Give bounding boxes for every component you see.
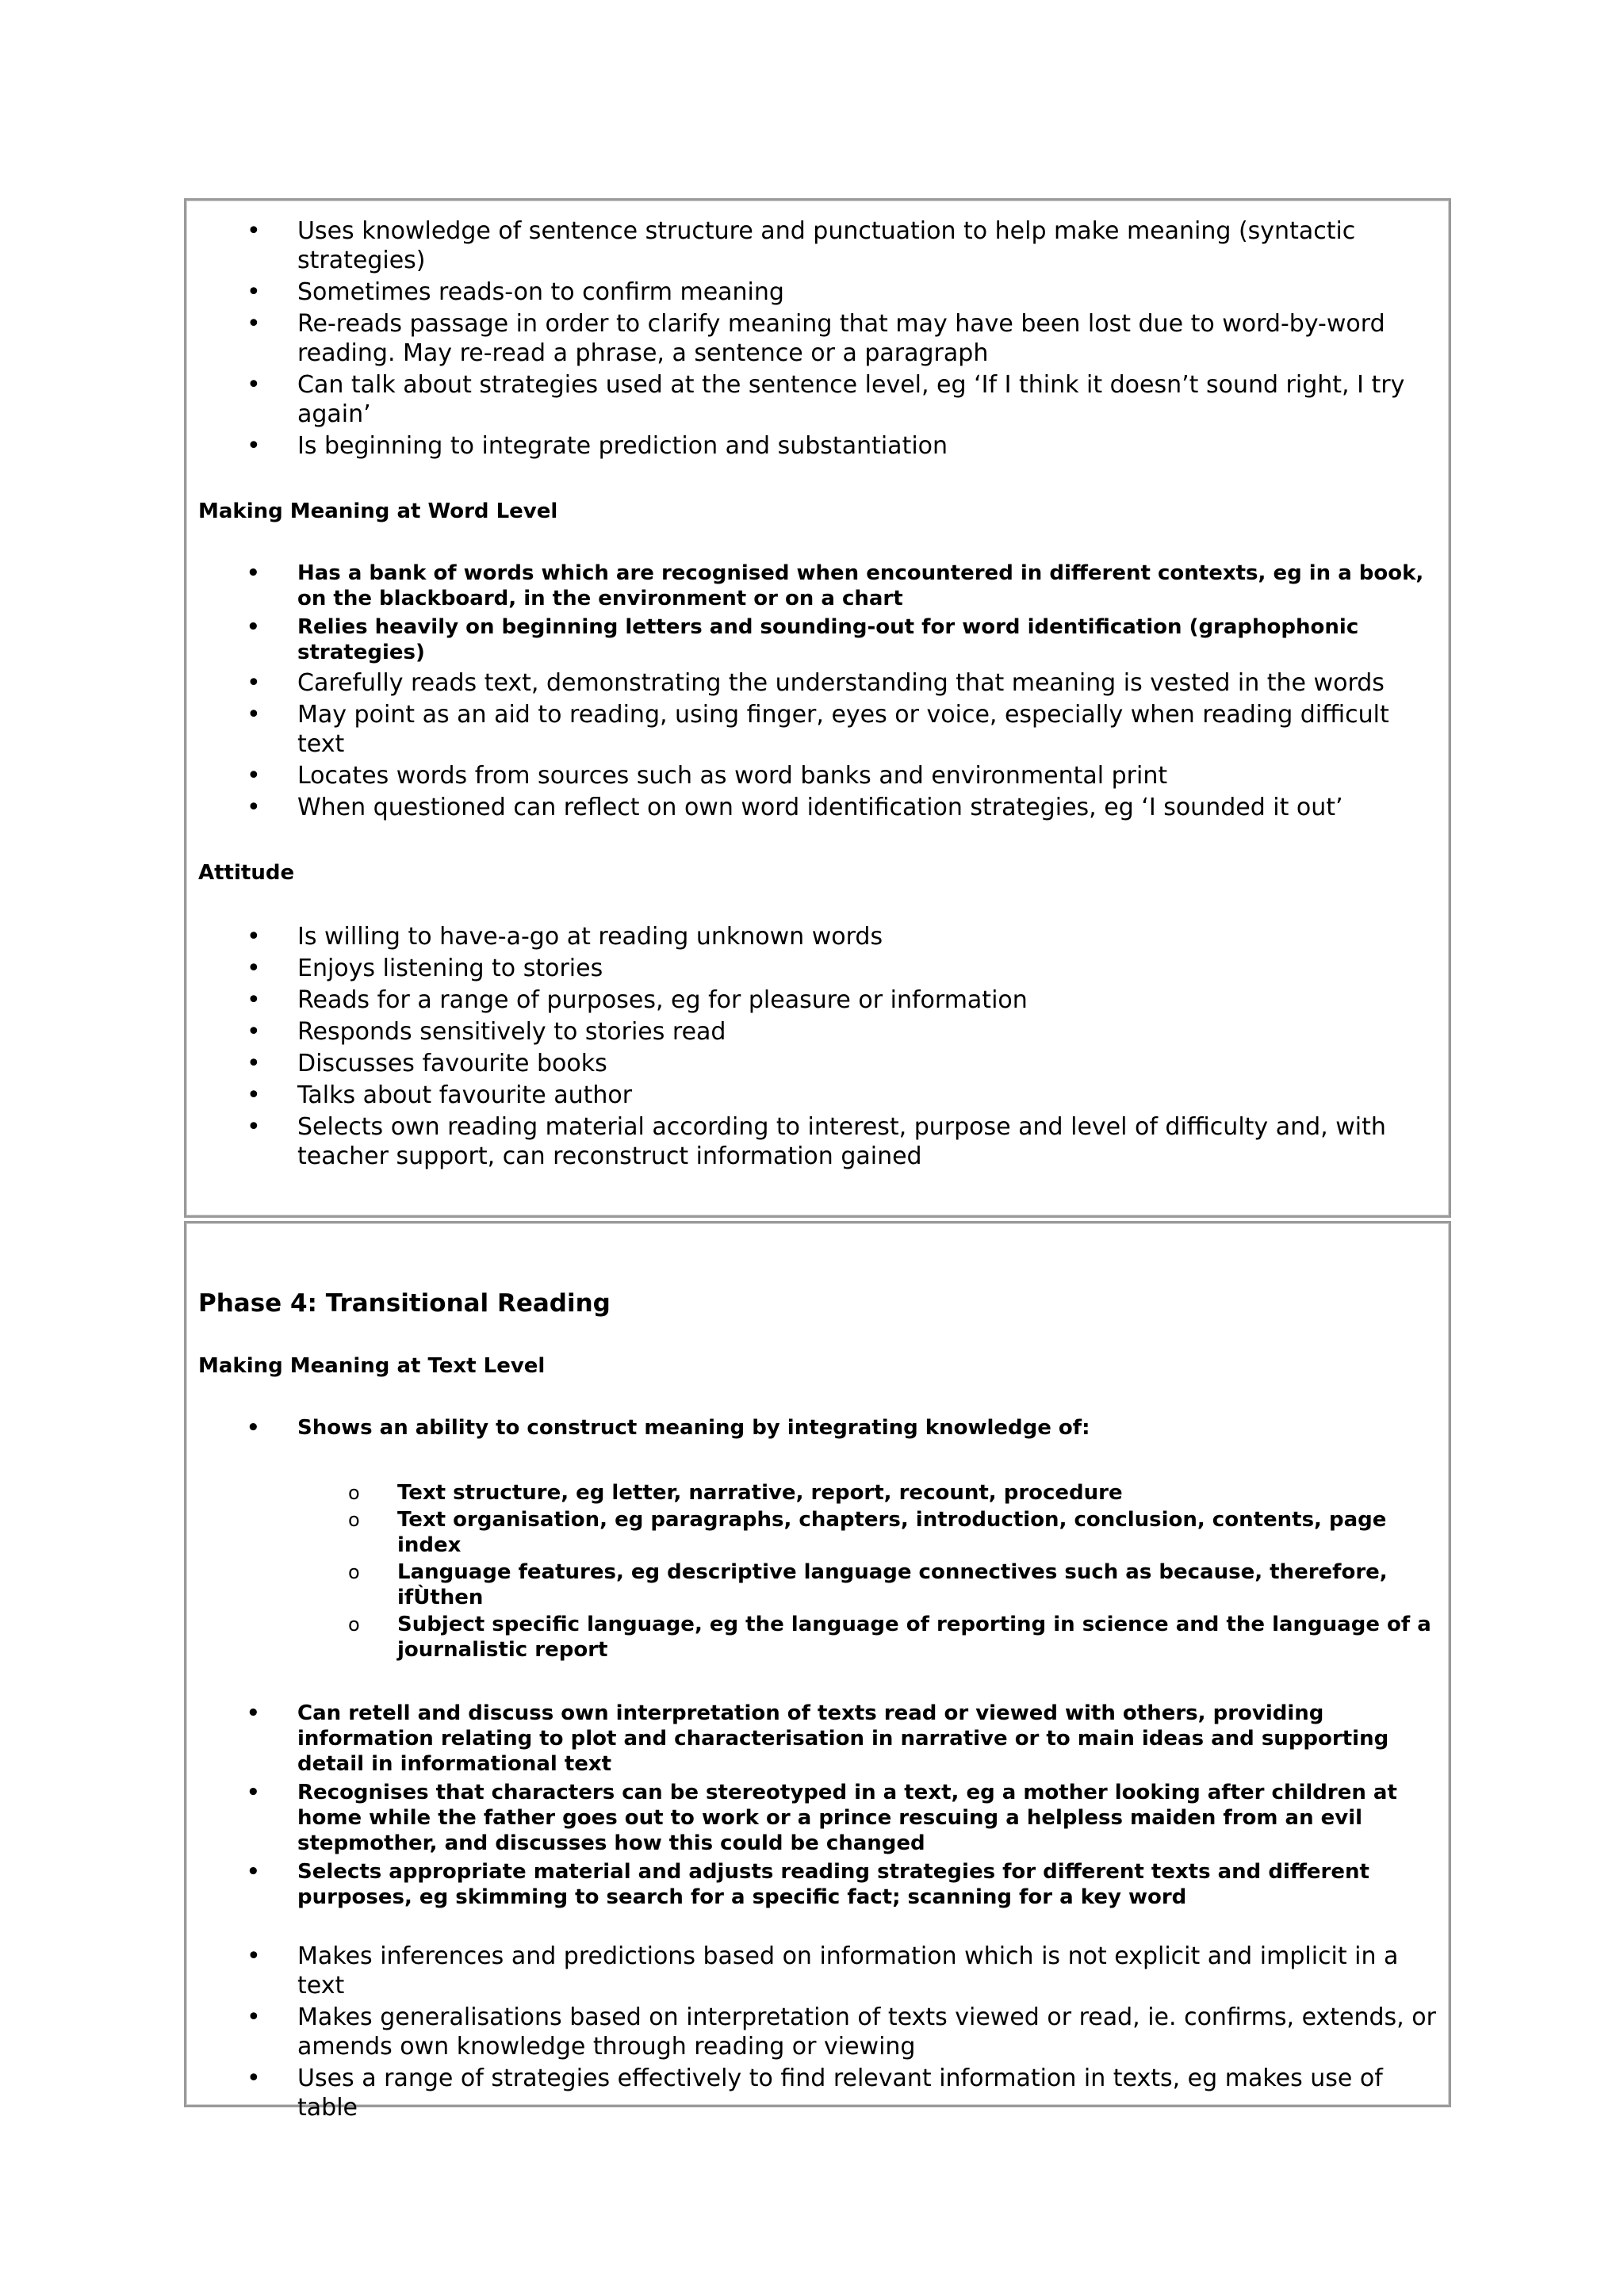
word-level-heading: Making Meaning at Word Level: [198, 499, 558, 523]
list-item: • Has a bank of words which are recognised when encountered in different contexts, eg in a book, on the blackboard, in the environment or on a chart: [186, 561, 1449, 611]
list-item: • Sometimes reads-on to confirm meaning: [186, 277, 1449, 307]
list-item: • Is beginning to integrate prediction and substantiation: [186, 431, 1449, 461]
sub-list-item: o Text organisation, eg paragraphs, chapters, introduction, conclusion, contents, page index: [186, 1507, 1449, 1558]
list-item: • Makes generalisations based on interpretation of texts viewed or read, ie. confirms, extends, or amends own knowledge through reading or viewing: [186, 2003, 1449, 2061]
phase-title: Phase 4: Transitional Reading: [198, 1289, 611, 1318]
list-item: • Shows an ability to construct meaning by integrating knowledge of:: [186, 1415, 1449, 1441]
list-item: • Reads for a range of purposes, eg for pleasure or information: [186, 985, 1449, 1015]
reading-continuum-box-1: [184, 198, 1451, 1218]
sub-list-item: o Language features, eg descriptive language connectives such as because, therefore, ifÙthen: [186, 1559, 1449, 1610]
list-item: • Selects own reading material according to interest, purpose and level of difficulty and, with teacher support, can reconstruct information gained: [186, 1112, 1449, 1171]
list-item: • Relies heavily on beginning letters and sounding-out for word identification (graphophonic strategies): [186, 614, 1449, 665]
word-level-list: [186, 668, 1449, 822]
list-item: • Carefully reads text, demonstrating the understanding that meaning is vested in the words: [186, 668, 1449, 698]
sub-list-item: o Text structure, eg letter, narrative, report, recount, procedure: [186, 1480, 1449, 1506]
list-item: • Recognises that characters can be stereotyped in a text, eg a mother looking after children at home while the father goes out to work or a prince rescuing a helpless maiden from an evil stepmother, and discusses how this could be changed: [186, 1780, 1449, 1856]
sub-list-item: o Subject specific language, eg the language of reporting in science and the language of a journalistic report: [186, 1612, 1449, 1663]
list-item: • Responds sensitively to stories read: [186, 1017, 1449, 1047]
list-item: • Talks about favourite author: [186, 1081, 1449, 1110]
list-item: • Enjoys listening to stories: [186, 954, 1449, 983]
word-level-bold-list: [186, 561, 1449, 665]
reading-continuum-box-2: [184, 1221, 1451, 2122]
text-level-intro-list: [186, 1415, 1449, 1441]
list-item: • Makes inferences and predictions based on information which is not explicit and implicit in a text: [186, 1942, 1449, 2000]
list-item: • Is willing to have-a-go at reading unknown words: [186, 922, 1449, 951]
list-item: • Uses a range of strategies effectively to find relevant information in texts, eg makes use of table: [186, 2064, 1449, 2122]
attitude-heading: Attitude: [198, 861, 295, 885]
sentence-level-list: [186, 216, 1449, 461]
list-item: • Re-reads passage in order to clarify meaning that may have been lost due to word-by-word reading. May re-read a phrase, a sentence or a paragraph: [186, 309, 1449, 368]
list-item: • Uses knowledge of sentence structure and punctuation to help make meaning (syntactic strategies): [186, 216, 1449, 275]
text-level-list: [186, 1942, 1449, 2122]
list-item: • Can retell and discuss own interpretation of texts read or viewed with others, providing information relating to plot and characterisation in narrative or to main ideas and supporting detail in informational text: [186, 1701, 1449, 1777]
text-level-heading: Making Meaning at Text Level: [198, 1354, 546, 1378]
knowledge-sublist: [186, 1480, 1449, 1663]
list-item: • Selects appropriate material and adjusts reading strategies for different texts and different purposes, eg skimming to search for a specific fact; scanning for a key word: [186, 1859, 1449, 1910]
list-item: • Discusses favourite books: [186, 1049, 1449, 1078]
list-item: • Can talk about strategies used at the sentence level, eg ‘If I think it doesn’t sound right, I try again’: [186, 370, 1449, 429]
list-item: • Locates words from sources such as word banks and environmental print: [186, 761, 1449, 790]
attitude-list: [186, 922, 1449, 1171]
list-item: • When questioned can reflect on own word identification strategies, eg ‘I sounded it out’: [186, 793, 1449, 822]
list-item: • May point as an aid to reading, using finger, eyes or voice, especially when reading difficult text: [186, 700, 1449, 759]
text-level-bold-list: [186, 1701, 1449, 1910]
